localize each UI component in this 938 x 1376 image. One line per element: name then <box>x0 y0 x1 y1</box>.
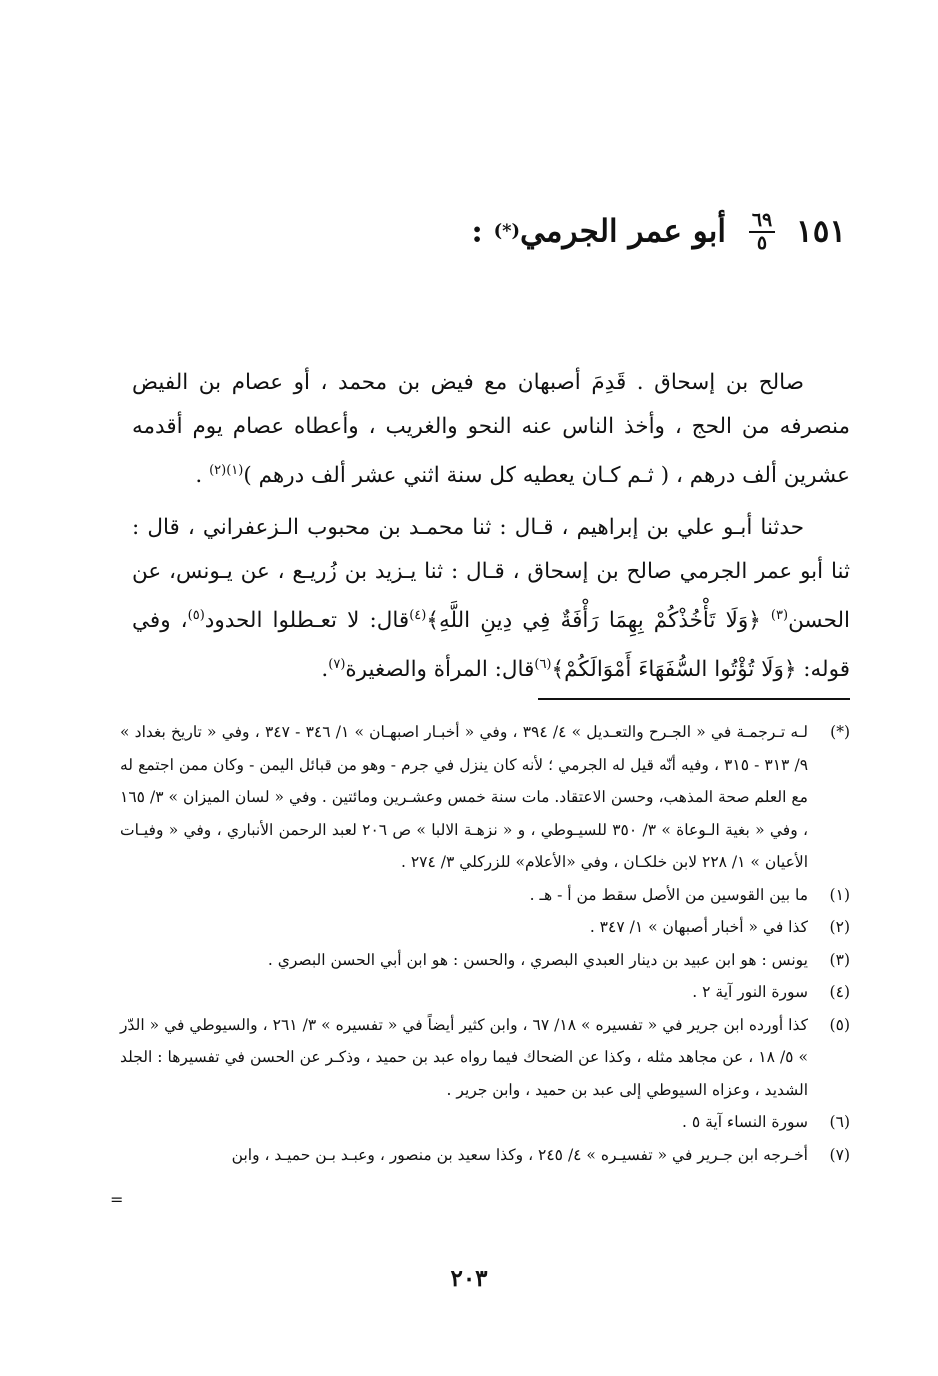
footnote-ref-6: (٦) <box>534 657 552 673</box>
footnote-label: (٧) <box>829 1145 850 1164</box>
fraction-numerator: ٦٩ <box>749 211 775 233</box>
heading-colon: : <box>471 213 483 250</box>
footnotes <box>120 716 850 1171</box>
paragraph-1-text: صالح بن إسحاق . قَدِمَ أصبهان مع فيض بن محمد ، أو عصام بن الفيض منصرفه من الحج ، وأخذ الناس عنه النحو والغريب ، وأعطاه عصام يوم أقدمه عشرين ألف درهم ، ( ثـم كـان يعطيه كل سنة اثني عشر ألف درهم ) <box>132 370 850 489</box>
footnote-label: (٢) <box>829 918 850 936</box>
entry-title: أبو عمر الجرمي <box>520 213 727 250</box>
footnote-label: (*) <box>830 723 850 741</box>
footnote <box>120 911 850 944</box>
footnote <box>120 1106 850 1139</box>
footnote-ref-5: (٥) <box>187 608 205 624</box>
quran-quote-1: ﴿وَلَا تَأْخُذْكُمْ بِهِمَا رَأْفَةٌ فِي دِينِ اللَّهِ﴾ <box>426 608 771 634</box>
footnote <box>120 1009 850 1107</box>
footnote-ref-7: (٧) <box>328 657 346 673</box>
paragraph-2-part-3: ، وفي قوله: <box>132 608 850 683</box>
entry-number: ١٥١ <box>796 213 846 250</box>
title-footnote-marker: (*) <box>493 220 521 242</box>
footnote <box>120 944 850 977</box>
footnote <box>120 1139 850 1172</box>
paragraph-2-part-2: قال: لا تعـطلوا الحدود <box>204 608 410 634</box>
footnote-text: أخـرجه ابن جـرير في « تفسيـره » ٤/ ٢٤٥ ، وكذا سعيد بن منصور ، وعبـد بـن حميـد ، وابن <box>231 1145 808 1164</box>
footnote-text: كذا أورده ابن جرير في « تفسيره » ١٨/ ٦٧ ، وابن كثير أيضاً في « تفسيره » ٣/ ٢٦١ ، والسيوطي في « الدّر » ٥/ ١٨ ، عن مجاهد مثله ، وكذا عن الضحاك فيما رواه عبد بن حميد ، وذكـر عن الحسن في تفسيرها : الجلد الشديد ، وعزاه السيوطي إلى عبد بن حميد ، وابن جرير . <box>120 1015 808 1099</box>
footnote-text: لـه تـرجمـة في « الجـرح والتعـديل » ٤/ ٣٩٤ ، وفي « أخبـار اصبهـان » ١/ ٣٤٦ - ٣٤٧ ، وفي « تاريخ بغداد » ٩/ ٣١٣ - ٣١٥ ، وفيه أنّه قيل له الجرمي ؛ لأنه كان ينزل في جرم - وهو من قبائل اليمن - وكان ممن اجتمع له مع العلم صحة المذهب، وحسن الاعتقاد. مات سنة خمس وعشـرين ومائتين . وفي « لسان الميزان » ٣/ ١٦٥ ، وفي « بغية الـوعاة » ٣/ ٣٥٠ للسيـوطي ، و « نزهـة الالبا » ص ٢٠٦ لعبد الرحمن الأنباري ، وفي « وفيـات الأعيان » ١/ ٢٢٨ لابن خلكـان ، وفي «الأعلام» للزركلي ٣/ ٢٧٤ . <box>120 723 809 871</box>
paragraph-1-end: . <box>195 463 210 489</box>
footnote <box>120 879 850 912</box>
quran-quote-2: ﴿وَلَا تُؤْتُوا السُّفَهَاءَ أَمْوَالَكُمْ﴾ <box>551 657 797 683</box>
main-text <box>132 361 850 692</box>
page-number: ٢٠٣ <box>450 1265 488 1292</box>
footnote-label: (٥) <box>829 1015 850 1034</box>
footnote-label: (٤) <box>829 983 850 1001</box>
footnote-text: ما بين القوسين من الأصل سقط من أ - هـ . <box>529 885 808 904</box>
footnote-label: (٣) <box>829 950 850 969</box>
entry-heading <box>86 205 846 257</box>
footnote-text: سورة النور آية ٢ . <box>692 983 808 1001</box>
footnote-label: (١) <box>829 885 850 904</box>
footnote-separator <box>538 698 850 700</box>
footnote <box>120 716 850 879</box>
fraction-denominator: ٥ <box>756 231 768 254</box>
paragraph-1 <box>132 361 850 498</box>
footnote-text: كذا في « أخبار أصبهان » ١/ ٣٤٧ . <box>589 918 808 936</box>
footnote-label: (٦) <box>829 1113 850 1131</box>
footnote-ref-3: (٣) <box>770 608 789 624</box>
footnote-text: سورة النساء آية ٥ . <box>681 1113 808 1131</box>
footnote-text: يونس : هو ابن عبيد بن دينار العبدي البصري ، والحسن : هو ابن أبي الحسن البصري . <box>267 950 808 969</box>
paragraph-2-end: . <box>321 657 329 683</box>
footnote <box>120 976 850 1009</box>
footnote-ref-1-2: (١)(٢) <box>209 463 244 478</box>
footnote-ref-4: (٤) <box>409 608 427 624</box>
continuation-mark: = <box>110 1190 124 1209</box>
paragraph-2-part-1: حدثنا أبـو علي بن إبراهيم ، قـال : ثنا محمـد بن محبوب الـزعفراني ، قال : ثنا أبو عمر الجرمي صالح بن إسحاق ، قـال : ثنا يـزيد بن زُريـع ، عن يـونس، عن الحسن <box>132 515 851 634</box>
paragraph-2 <box>132 506 850 692</box>
paragraph-2-part-4: قال: المرأة والصغيرة <box>345 657 535 683</box>
folio-fraction <box>749 208 775 254</box>
